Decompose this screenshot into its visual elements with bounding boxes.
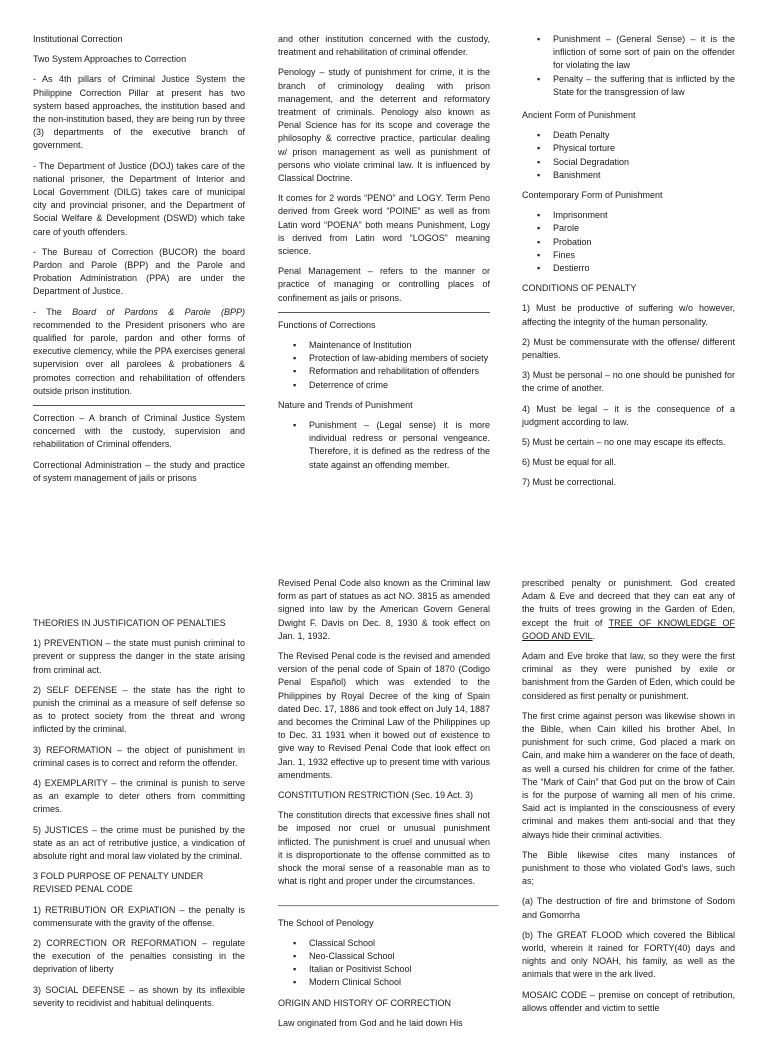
theory-item: 2) SELF DEFENSE – the state has the right to punish the criminal as a measure of self defense so as to protect society from the threat and wrong inflicted by the criminal. (33, 684, 245, 735)
paragraph: It comes for 2 words “PENO” and LOGY. Term Peno derived from Greek word “POINE” as well as from Latin word “POENA” both means Punishment, Logy is derived from Latin word “LOGOS” meaning science. (278, 193, 490, 257)
list-item: ▪ Neo-Classical School (309, 950, 490, 963)
paragraph: The Revised Penal code is the revised and amended version of the penal code of Spain of 1870 (Codigo Penal Español) which was extended to the Philippines by Royal Decree of the king of Spain dated Dec. 17, 1886 and took effect on July 14, 1887 and becomes the Criminal Law of the Philippines up to Dec. 31 1931 when it bowed out of existence to give way to Revised Penal Code that look effect on Jan. 1, 1932 effective up to present time with various amendments. (278, 651, 490, 780)
list-item: ▪ Punishment – (Legal sense) it is more individual redress or personal vengeance. Therefore, it is defined as the redress of the state against an offending member. (309, 419, 490, 472)
purpose-item: 1) RETRIBUTION OR EXPIATION – the penalty is commensurate with the gravity of the offense. (33, 904, 245, 928)
nature-list (278, 419, 490, 472)
column-2 (278, 33, 490, 479)
column-1 (33, 33, 245, 492)
theory-item: 1) PREVENTION – the state must punish criminal to prevent or suppress the danger in the state arising from criminal act. (33, 638, 245, 675)
ancient-punishment-list (522, 129, 735, 182)
schools-list (278, 937, 490, 990)
list-item: ▪ Social Degradation (553, 156, 735, 169)
theory-item: 4) EXEMPLARITY – the criminal is punish to serve as an example to deter others from committing crimes. (33, 778, 245, 815)
purpose-item: 3) SOCIAL DEFENSE – as shown by its inflexible severity to recidivist and habitual delinquents. (33, 984, 245, 1008)
column-5 (278, 577, 499, 1037)
functions-list (278, 339, 490, 392)
condition-item: 2) Must be commensurate with the offense/ different penalties. (522, 336, 735, 361)
section-heading: The School of Penology (278, 917, 374, 928)
section-heading: ORIGIN AND HISTORY OF CORRECTION (278, 997, 452, 1008)
list-item: ▪ Parole (553, 222, 735, 235)
paragraph: - The Bureau of Correction (BUCOR) the board Pardon and Parole (BPP) and the Parole and Probation Administration (PPA) are under the Department of Justice. (33, 246, 245, 297)
condition-item: 6) Must be equal for all. (522, 457, 617, 468)
theory-item: 3) REFORMATION – the object of punishment in criminal cases is to correct and reform the offender. (33, 744, 245, 768)
paragraph: (b) The GREAT FLOOD which covered the Biblical world, wherein it rained for FORTY(40) days and nights and only NOAH, his family, as well as the animals that were in the ark lived. (522, 929, 735, 980)
list-item: ▪ Death Penalty (553, 129, 735, 142)
list-item: ▪ Modern Clinical School (309, 976, 490, 989)
condition-item: 4) Must be legal – it is the consequence of a judgment according to law. (522, 403, 735, 427)
punishment-definitions-list (522, 33, 735, 99)
paragraph: Penology – study of punishment for crime, it is the branch of criminology dealing with prison management, and the deterrent and reformatory treatment of criminals. Penology also known as Penal Science has for its scope and coverage the philosophy & corrective practice, particular dealing w/ prison management as well as punishment of persons who violate criminal law. It is influenced by Classical Doctrine. (278, 67, 490, 184)
condition-item: 1) Must be productive of suffering w/o however, affecting the integrity of the human personality. (522, 303, 735, 327)
list-item: ▪ Maintenance of Institution (309, 339, 490, 352)
list-item: ▪ Classical School (309, 937, 490, 950)
separator-line: ____________________________________________ (278, 896, 499, 907)
list-item: ▪ Italian or Positivist School (309, 963, 490, 976)
list-item: ▪ Deterrence of crime (309, 379, 490, 392)
paragraph: - The Department of Justice (DOJ) takes care of the national prisoner, the Department of Interior and Local Government (DILG) takes care of municipal city and provincial prisoner, and the Department of Social Welfare & Development (DSWD) which take care of youth offenders. (33, 160, 245, 237)
column-3 (522, 33, 735, 497)
list-item: ▪ Probation (553, 236, 735, 249)
section-heading: Nature and Trends of Punishment (278, 399, 413, 410)
section-heading: THEORIES IN JUSTIFICATION OF PENALTIES (33, 618, 226, 628)
underlined-term: TREE OF KNOWLEDGE OF GOOD AND EVIL (522, 617, 735, 641)
section-heading: Contemporary Form of Punishment (522, 190, 663, 201)
definition-paragraph: Correctional Administration – the study and practice of system management of jails or prisons (33, 459, 245, 483)
paragraph: MOSAIC CODE – premise on concept of retribution, allows offender and victim to settle (522, 989, 735, 1013)
list-item: ▪ Physical torture (553, 142, 735, 155)
paragraph (522, 577, 735, 643)
paragraph: Law originated from God and he laid down His (278, 1017, 463, 1028)
section-heading: CONDITIONS OF PENALTY (522, 283, 637, 294)
list-item: ▪ Banishment (553, 169, 735, 182)
condition-item: 5) Must be certain – no one may escape its effects. (522, 437, 726, 448)
column-6 (522, 577, 735, 1022)
list-item: ▪ Imprisonment (553, 209, 735, 222)
condition-item: 7) Must be correctional. (522, 477, 617, 488)
contemporary-punishment-list (522, 209, 735, 275)
list-item: ▪ Reformation and rehabilitation of offenders (309, 365, 490, 378)
purpose-item: 2) CORRECTION OR REFORMATION – regulate the execution of the penalties consisting in the deprivation of liberty (33, 938, 245, 975)
paragraph: The Bible likewise cites many instances of punishment to those who violated God’s laws, such as; (522, 849, 735, 887)
text-run: . (592, 630, 596, 641)
document-title: Institutional Correction (33, 34, 123, 44)
column-4 (33, 617, 245, 1017)
text-run: prescribed penalty or punishment. God created Adam & Eve and decreed that they can eat any of the fruits of trees growing in the Garden of Eden, except the fruit of (522, 578, 735, 628)
divider (278, 312, 490, 313)
list-item: ▪ Fines (553, 249, 735, 262)
section-heading: Ancient Form of Punishment (522, 110, 636, 121)
paragraph: The first crime against person was likewise shown in the Bible, when Cain killed his brother Abel, In punishment for such crime, God placed a mark on Cain, and make him a wanderer on the face of death, as well a cursed his children for crime of the father. The “Mark of Cain” that God put on the brow of Cain is for the purpose of warning all men of his crime. Said act is implanted in the consciousness of every criminal and makes them anti-social and that they always hide their criminal activities. (522, 710, 735, 840)
text-run: recommended to the President prisoners who are qualified for parole, pardon and other forms of executive clemency, while the PPA exercises general supervision over all parolees & probationers & promotes correction and rehabilitation of offenders outside prison institution. (33, 319, 245, 396)
list-item: ▪ Protection of law-abiding members of society (309, 352, 490, 365)
paragraph: - As 4th pillars of Criminal Justice System the Philippine Correction Pillar at present has two system based approaches, the institution based and the non-institution based, they are being run by three (3) departments of the executive branch of government. (33, 74, 245, 151)
section-heading: 3 FOLD PURPOSE OF PENALTY UNDER REVISED PENAL CODE (33, 871, 204, 895)
section-heading: Two System Approaches to Correction (33, 54, 187, 65)
divider (33, 405, 245, 406)
condition-item: 3) Must be personal – no one should be punished for the crime of another. (522, 370, 735, 394)
list-item: ▪ Penalty – the suffering that is inflicted by the State for the transgression of law (553, 73, 735, 99)
paragraph: Penal Management – refers to the manner or practice of managing or controlling places of confinement as jails or prisons. (278, 266, 490, 303)
paragraph: and other institution concerned with the custody, treatment and rehabilitation of criminal offender. (278, 34, 490, 58)
list-item: ▪ Destierro (553, 262, 735, 275)
text-run: - The (33, 306, 73, 317)
section-heading: CONSTITUTION RESTRICTION (Sec. 19 Act. 3) (278, 790, 474, 801)
paragraph: Revised Penal Code also known as the Criminal law form as part of statues as act NO. 3815 as amended signed into law by the American Govern General Dwight F. Davis on Dec. 8, 1930 & took effect on Jan. 1, 1932. (278, 578, 490, 641)
theory-item: 5) JUSTICES – the crime must be punished by the state as an act of retributive justice, a vindication of absolute right and moral law violated by the criminal. (33, 824, 245, 862)
list-item: ▪ Punishment – (General Sense) – it is the infliction of some sort of pain on the offender for violating the law (553, 33, 735, 73)
paragraph: Adam and Eve broke that law, so they were the first criminal as they were punished by exile or banishment from the Garden of Eden, which could be considered as first penalty or punishment. (522, 651, 735, 701)
italic-term: Board of Pardons & Parole (BPP) (72, 306, 246, 317)
paragraph (33, 306, 245, 398)
paragraph: The constitution directs that excessive fines shall not be imposed nor cruel or unusual punishment inflicted. The punishment is cruel and unusual when it is disproportionate to the offense committed as to shock the moral sense of a reasonable man as to what is right and proper under the circumstances. (278, 810, 490, 887)
section-heading: Functions of Corrections (278, 319, 376, 330)
definition-paragraph: Correction – A branch of Criminal Justice System concerned with the custody, supervision and rehabilitation of Criminal offenders. (33, 413, 245, 450)
paragraph: (a) The destruction of fire and brimstone of Sodom and Gomorrha (522, 896, 735, 920)
